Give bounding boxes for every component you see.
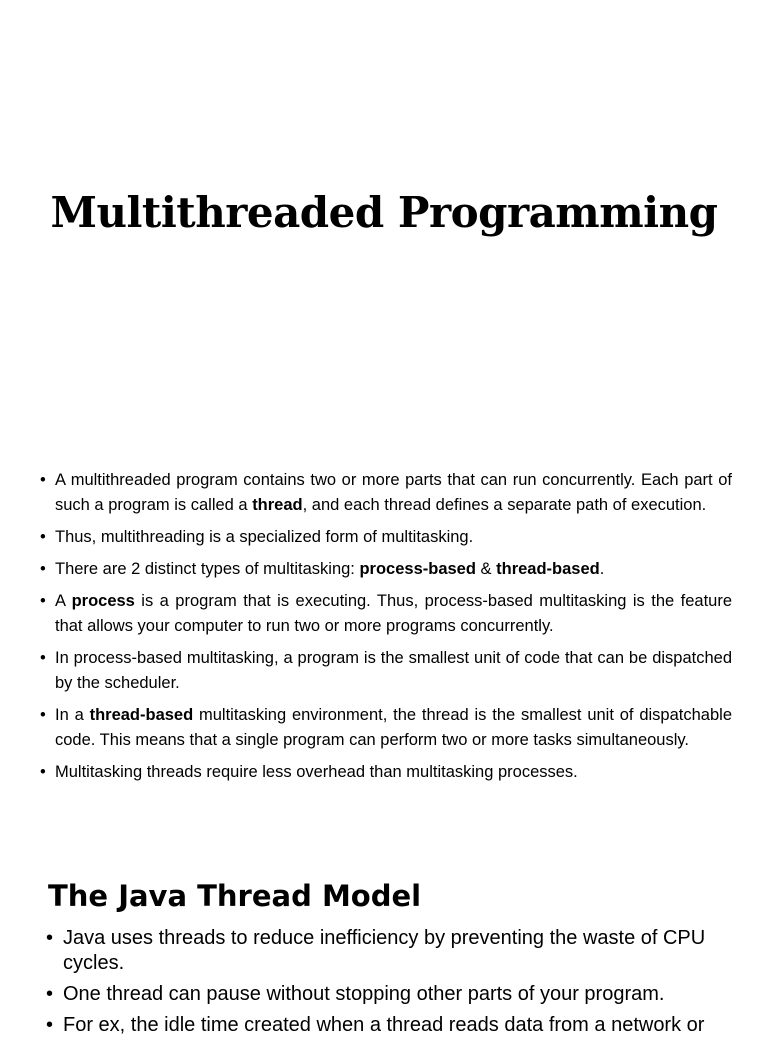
list-item-text: multitasking environment, the thread is the smallest unit of dispatchable code. This means that a single program can perform two or more tasks simultaneously.	[55, 706, 732, 749]
bullet-icon: •	[40, 592, 46, 610]
list-item	[40, 557, 732, 582]
list-item-text: &	[475, 560, 497, 578]
bullet-icon: •	[46, 983, 54, 1005]
bullet-icon: •	[40, 649, 46, 667]
page-title: Multithreaded Programming	[50, 188, 718, 237]
list-item	[46, 1013, 736, 1038]
list-item-text: In a	[55, 706, 90, 724]
bullet-icon: •	[40, 763, 46, 781]
bullet-icon: •	[46, 1014, 54, 1036]
list-item-text: One thread can pause without stopping other parts of your program.	[63, 983, 665, 1005]
list-item-text: is a program that is executing. Thus, process-based multitasking is the feature that allows your computer to run two or more programs concurrently.	[55, 592, 733, 635]
list-item-text: Thus, multithreading is a specialized form of multitasking.	[55, 528, 474, 546]
list-item-text: In process-based multitasking, a program is the smallest unit of code that can be dispatched by the scheduler.	[55, 649, 732, 692]
list-item	[40, 589, 732, 639]
list-item	[40, 760, 732, 785]
bullet-icon: •	[40, 528, 46, 546]
list-item-text: Java uses threads to reduce inefficiency by preventing the waste of CPU cycles.	[63, 927, 706, 974]
list-item	[40, 525, 732, 550]
section-bullet-list	[46, 926, 736, 1044]
list-item-bold: thread	[252, 496, 303, 514]
section-heading: The Java Thread Model	[48, 879, 422, 913]
bullet-icon: •	[40, 471, 46, 489]
list-item	[46, 926, 736, 976]
list-item	[40, 703, 732, 753]
list-item-bold: thread-based	[89, 706, 194, 724]
list-item	[40, 468, 732, 518]
bullet-icon: •	[40, 560, 46, 578]
list-item	[46, 982, 736, 1007]
list-item-text: A multithreaded program contains two or more parts that can run concurrently. Each part of such a program is called a	[55, 471, 732, 514]
list-item-bold: thread-based	[496, 560, 600, 578]
bullet-icon: •	[46, 927, 54, 949]
list-item	[40, 646, 732, 696]
intro-bullet-list	[40, 468, 732, 792]
bullet-icon: •	[40, 706, 46, 724]
list-item-bold: process	[71, 592, 135, 610]
list-item-bold: process-based	[359, 560, 476, 578]
list-item-text: There are 2 distinct types of multitasking:	[55, 560, 360, 578]
list-item-text: A	[55, 592, 72, 610]
list-item-text: .	[599, 560, 605, 578]
list-item-text: , and each thread defines a separate path of execution.	[302, 496, 707, 514]
list-item-text: Multitasking threads require less overhead than multitasking processes.	[55, 763, 578, 781]
list-item-text: For ex, the idle time created when a thread reads data from a network or	[63, 1014, 705, 1036]
